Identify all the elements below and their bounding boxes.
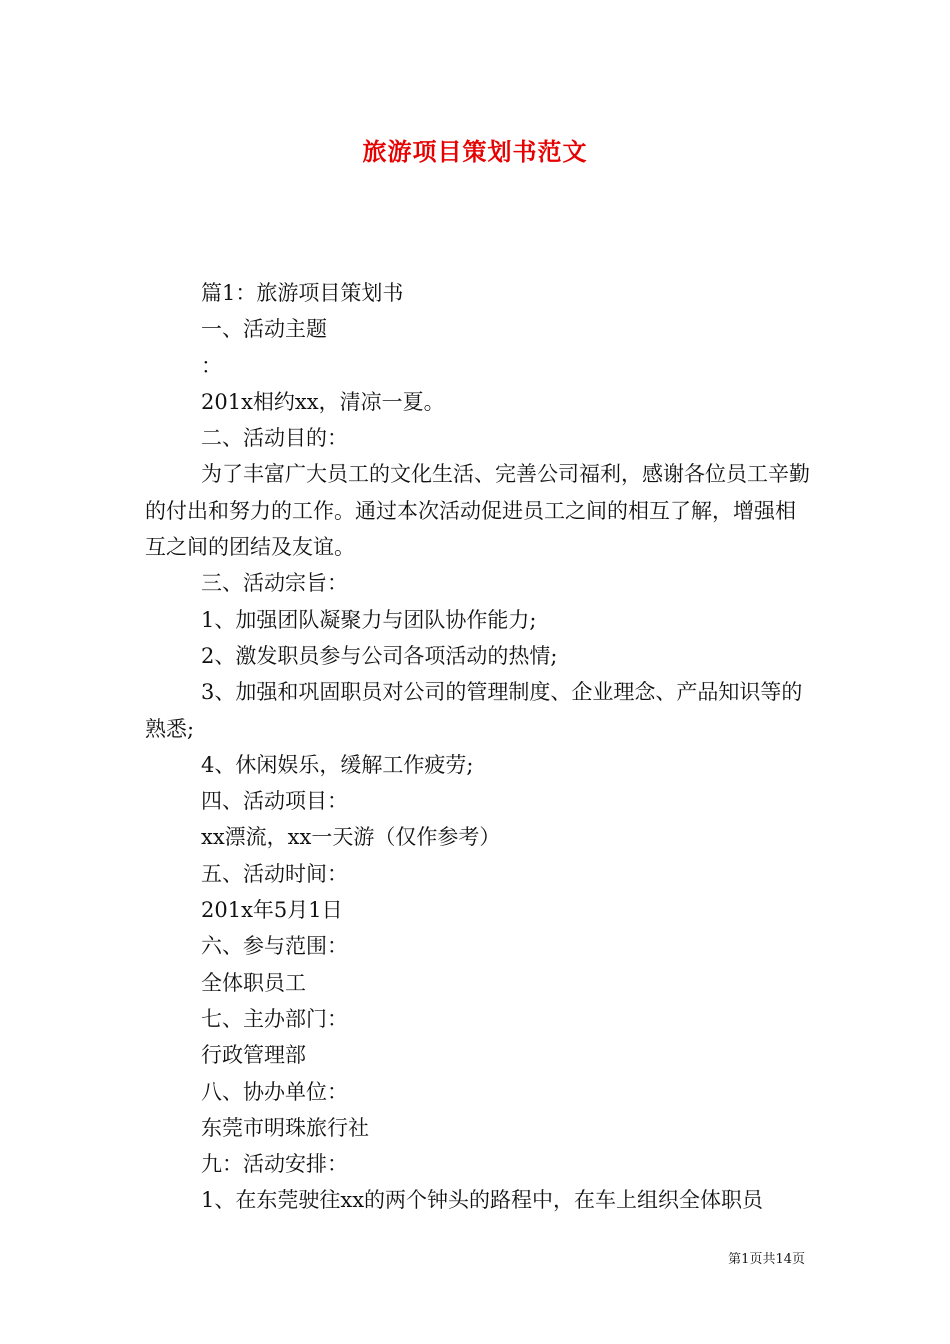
paragraph: 201x年5月1日 bbox=[201, 898, 343, 923]
paragraph: 2、激发职员参与公司各项活动的热情; bbox=[201, 643, 558, 668]
paragraph: 全体职员工 bbox=[201, 970, 306, 995]
paragraph: ： bbox=[201, 353, 222, 378]
paragraph: 4、休闲娱乐，缓解工作疲劳; bbox=[201, 752, 474, 777]
document-body bbox=[145, 275, 810, 1219]
paragraph: xx漂流，xx一天游（仅作参考） bbox=[201, 825, 501, 850]
paragraph: 九：活动安排： bbox=[201, 1152, 348, 1177]
page-footer: 第1页共14页 bbox=[728, 1252, 805, 1267]
paragraph: 1、在东莞驶往xx的两个钟头的路程中，在车上组织全体职员 bbox=[201, 1188, 764, 1213]
paragraph: 201x相约xx，清凉一夏。 bbox=[201, 389, 445, 414]
document-title: 旅游项目策划书范文 bbox=[362, 137, 588, 166]
paragraph: 五、活动时间： bbox=[201, 861, 348, 886]
paragraph: 行政管理部 bbox=[201, 1043, 306, 1068]
paragraph: 二、活动目的： bbox=[201, 426, 348, 451]
paragraph: 1、加强团队凝聚力与团队协作能力; bbox=[201, 607, 537, 632]
paragraph: 一、活动主题 bbox=[201, 317, 327, 342]
paragraph: 四、活动项目： bbox=[201, 789, 348, 814]
paragraph: 三、活动宗旨： bbox=[201, 571, 348, 596]
paragraph: 为了丰富广大员工的文化生活、完善公司福利，感谢各位员工辛勤的付出和努力的工作。通过本次活动促进员工之间的相互了解，增强相互之间的团结及友谊。 bbox=[145, 462, 810, 560]
paragraph: 六、参与范围： bbox=[201, 934, 348, 959]
paragraph: 3、加强和巩固职员对公司的管理制度、企业理念、产品知识等的熟悉; bbox=[145, 680, 803, 741]
paragraph: 东莞市明珠旅行社 bbox=[201, 1115, 369, 1140]
paragraph: 篇1：旅游项目策划书 bbox=[201, 281, 404, 305]
paragraph: 七、主办部门： bbox=[201, 1006, 348, 1031]
paragraph: 八、协办单位： bbox=[201, 1079, 348, 1104]
